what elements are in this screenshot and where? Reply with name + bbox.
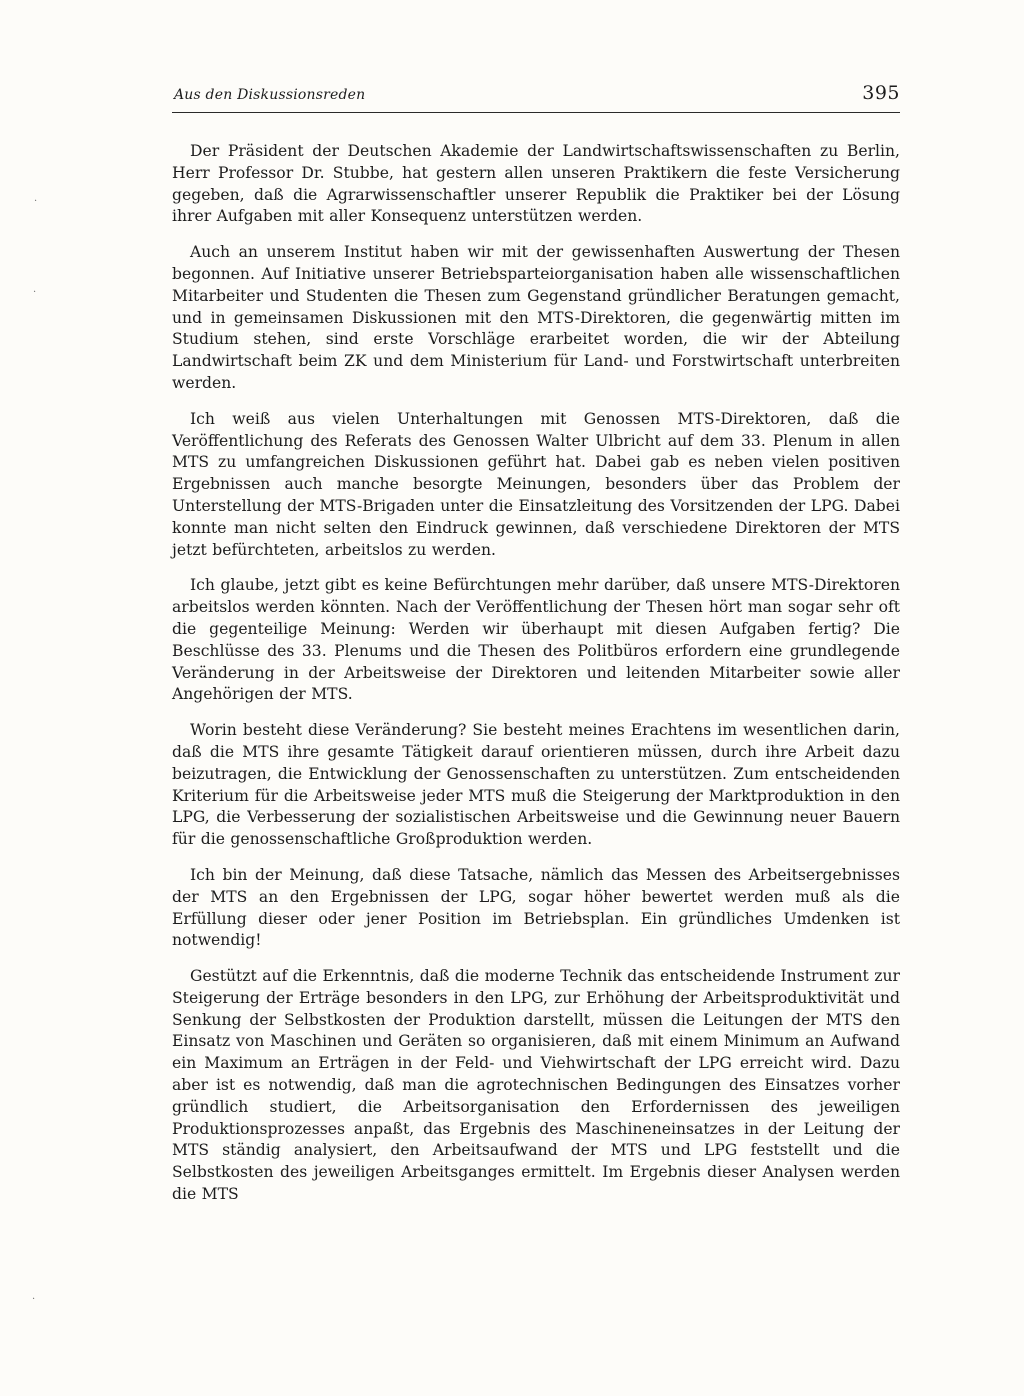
running-header: [172, 82, 900, 113]
section-title: Aus den Diskussionsreden: [174, 87, 366, 103]
margin-speck: ·: [32, 1294, 36, 1305]
paragraph: Worin besteht diese Veränderung? Sie besteht meines Erachtens im wesentlichen darin, daß die MTS ihre gesamte Tätigkeit darauf orientieren müssen, durch ihre Arbeit dazu beizutragen, die Entwicklung der Genossenschaften zu unterstützen. Zum entscheidenden Kriterium für die Arbeitsweise jeder MTS muß die Steigerung der Marktproduktion in den LPG, die Verbesserung der sozialistischen Arbeitsweise und die Gewinnung neuer Bauern für die genossenschaftliche Großproduktion werden.: [172, 721, 900, 849]
page-number: 395: [862, 82, 900, 104]
body-text: [172, 141, 900, 1206]
book-page: [172, 82, 900, 1220]
paragraph: Gestützt auf die Erkenntnis, daß die moderne Technik das entscheidende Instrument zur Steigerung der Erträge besonders in den LPG, zur Erhöhung der Arbeitsproduktivität und Senkung der Selbstkosten der Produktion darstellt, müssen die Leitungen der MTS den Einsatz von Maschinen und Geräten so organisieren, daß mit einem Minimum an Aufwand ein Maximum an Erträgen in der Feld- und Viehwirtschaft der LPG erreicht wird. Dazu aber ist es notwendig, daß man die agrotechnischen Bedingungen des Einsatzes vorher gründlich studiert, die Arbeitsorganisation den Erfordernissen des jeweiligen Produktionsprozesses anpaßt, das Ergebnis des Maschineneinsatzes in der Leitung der MTS ständig analysiert, den Arbeitsaufwand der MTS und LPG feststellt und die Selbstkosten des jeweiligen Arbeitsganges ermittelt. Im Ergebnis dieser Analysen werden die MTS: [172, 967, 900, 1204]
margin-speck: ·: [33, 287, 37, 298]
paragraph: Ich bin der Meinung, daß diese Tatsache, nämlich das Messen des Arbeitsergebnisses der MTS an den Ergebnissen der LPG, sogar höher bewertet werden muß als die Erfüllung dieser oder jener Position im Betriebsplan. Ein gründliches Umdenken ist notwendig!: [172, 865, 900, 950]
paragraph: Ich glaube, jetzt gibt es keine Befürchtungen mehr darüber, daß unsere MTS-Direktoren arbeitslos werden könnten. Nach der Veröffentlichung der Thesen hört man sogar sehr oft die gegenteilige Meinung: Werden wir überhaupt mit diesen Aufgaben fertig? Die Beschlüsse des 33. Plenums und die Thesen des Politbüros erfordern eine grundlegende Veränderung in der Arbeitsweise der Direktoren und leitenden Mitarbeiter sowie aller Angehörigen der MTS.: [172, 576, 900, 704]
margin-speck: ·: [34, 196, 38, 207]
paragraph: Ich weiß aus vielen Unterhaltungen mit Genossen MTS-Direktoren, daß die Veröffentlichung des Referats des Genossen Walter Ulbricht auf dem 33. Plenum in allen MTS zu umfangreichen Diskussionen geführt hat. Dabei gab es neben vielen positiven Ergebnissen auch manche besorgte Meinungen, besonders über das Problem der Unterstellung der MTS-Brigaden unter die Einsatzleitung des Vorsitzenden der LPG. Dabei konnte man nicht selten den Eindruck gewinnen, daß verschiedene Direktoren der MTS jetzt befürchteten, arbeitslos zu werden.: [172, 409, 900, 559]
paragraph: Der Präsident der Deutschen Akademie der Landwirtschaftswissenschaften zu Berlin, Herr Professor Dr. Stubbe, hat gestern allen unseren Praktikern die feste Versicherung gegeben, daß die Agrarwissenschaftler unserer Republik die Praktiker bei der Lösung ihrer Aufgaben mit aller Konsequenz unterstützen werden.: [172, 142, 900, 226]
paragraph: Auch an unserem Institut haben wir mit der gewissenhaften Auswertung der Thesen begonnen. Auf Initiative unserer Betriebsparteiorganisation haben alle wissenschaftlichen Mitarbeiter und Studenten die Thesen zum Gegenstand gründlicher Beratungen gemacht, und in gemeinsamen Diskussionen mit den MTS-Direktoren, die gegenwärtig mitten im Studium stehen, sind erste Vorschläge erarbeitet worden, die wir der Abteilung Landwirtschaft beim ZK und dem Ministerium für Land- und Forstwirtschaft unterbreiten werden.: [172, 243, 900, 392]
